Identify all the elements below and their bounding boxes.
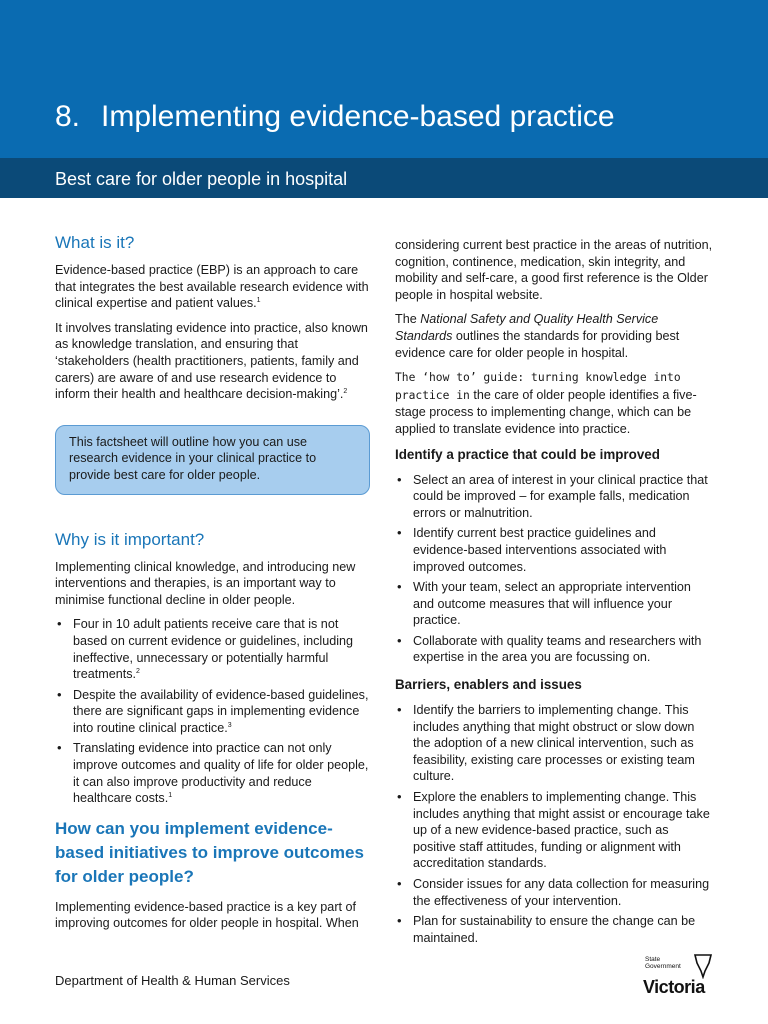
subtitle: Best care for older people in hospital	[55, 169, 348, 189]
reference-marker: 3	[227, 721, 232, 729]
continuation-paragraph: considering current best practice in the areas of nutrition, cognition, continence, medication, skin integrity, and mobility and self-care, a good first reference is the Older people in hospital website.	[395, 238, 713, 302]
list-item: • Consider issues for any data collection for measuring the effectiveness of your intervention.	[395, 876, 713, 909]
how-heading: How can you implement evidence-based initiatives to improve outcomes for older people?	[55, 818, 364, 886]
section-number: 8.	[55, 100, 81, 133]
what-paragraph-1: Evidence-based practice (EBP) is an approach to care that integrates the best available research evidence with clinical expertise and patient values.$^1$	[55, 263, 369, 311]
list-item: • Despite the availability of evidence-based guidelines, there are significant gaps in implementing evidence into routine clinical practice.$^3$	[55, 687, 370, 737]
list-item: • Collaborate with quality teams and researchers with expertise in the area you are focussing on.	[395, 633, 713, 666]
reference-marker: 2	[343, 387, 348, 395]
header-band	[0, 0, 768, 158]
what-heading: What is it?	[55, 233, 135, 252]
right-column	[395, 237, 713, 956]
callout-box: This factsheet will outline how you can use research evidence in your clinical practice to provide best care for older people.	[55, 425, 370, 495]
why-bullet-list	[55, 616, 370, 807]
department-name: Department of Health & Human Services	[55, 973, 290, 988]
list-item: • Translating evidence into practice can not only improve outcomes and quality of life for older people, it can also improve productivity and reduce healthcare costs.$^1$	[55, 740, 370, 806]
logo-victoria-text: Victoria	[643, 977, 705, 997]
standards-paragraph: The National Safety and Quality Health Service Standards outlines the standards for providing best evidence care for older people in hospital.	[395, 312, 680, 360]
list-item: • Identify the barriers to implementing change. This includes anything that might obstruct or slow down the adoption of a new clinical intervention, such as feasibility, existing care processes or existing team culture.	[395, 702, 713, 785]
list-item: • Plan for sustainability to ensure the change can be maintained.	[395, 913, 713, 946]
barriers-heading: Barriers, enablers and issues	[395, 677, 582, 693]
how-paragraph: Implementing evidence-based practice is a key part of improving outcomes for older people in hospital. When	[55, 899, 359, 931]
title-text: Implementing evidence-based practice	[101, 100, 615, 133]
identify-heading: Identify a practice that could be improved	[395, 446, 660, 462]
page-title	[55, 100, 615, 134]
victoria-government-logo	[643, 953, 715, 997]
logo-government-text: Government	[645, 963, 681, 970]
barriers-bullet-list	[395, 702, 713, 946]
what-paragraph-2: It involves translating evidence into practice, also known as knowledge translation, and ensuring that ‘stakeholders (health practitioners, patients, family and carers) are aware of and use research evidence to inform their health and healthcare decision-making’.$^2$	[55, 320, 368, 402]
list-item: • With your team, select an appropriate intervention and outcome measures that will influence your practice.	[395, 579, 713, 629]
left-column	[55, 232, 370, 940]
guide-paragraph: The ‘how to’ guide: turning knowledge into practice in the care of older people identifies a five-stage process to implementing change, which can be applied to translate evidence into practice.	[395, 371, 697, 436]
logo-state-text: State	[645, 956, 661, 963]
victoria-map-icon	[693, 953, 713, 979]
list-item: • Four in 10 adult patients receive care that is not based on current evidence or guidelines, including ineffective, unnecessary or potentially harmful treatments.$^2$	[55, 616, 370, 682]
reference-marker: 1	[256, 297, 261, 304]
identify-bullet-list	[395, 472, 713, 667]
why-heading: Why is it important?	[55, 529, 205, 549]
standards-title: National Safety and Quality Health Service Standards	[395, 312, 659, 343]
reference-marker: 1	[168, 792, 173, 800]
why-paragraph: Implementing clinical knowledge, and introducing new interventions and therapies, is an important way to minimise functional decline in older people.	[55, 559, 356, 607]
reference-marker: 2	[136, 667, 140, 675]
list-item: • Identify current best practice guidelines and evidence-based interventions associated with improved outcomes.	[395, 525, 713, 575]
list-item: • Explore the enablers to implementing change. This includes anything that might assist or encourage take up of a new evidence-based practice, such as positive staff attitudes, funding or alignment with accreditation standards.	[395, 789, 713, 872]
guide-title: The ‘how to’ guide: turning knowledge into practice in	[395, 371, 681, 402]
list-item: • Select an area of interest in your clinical practice that could be improved – for example falls, medication errors or malnutrition.	[395, 472, 713, 522]
